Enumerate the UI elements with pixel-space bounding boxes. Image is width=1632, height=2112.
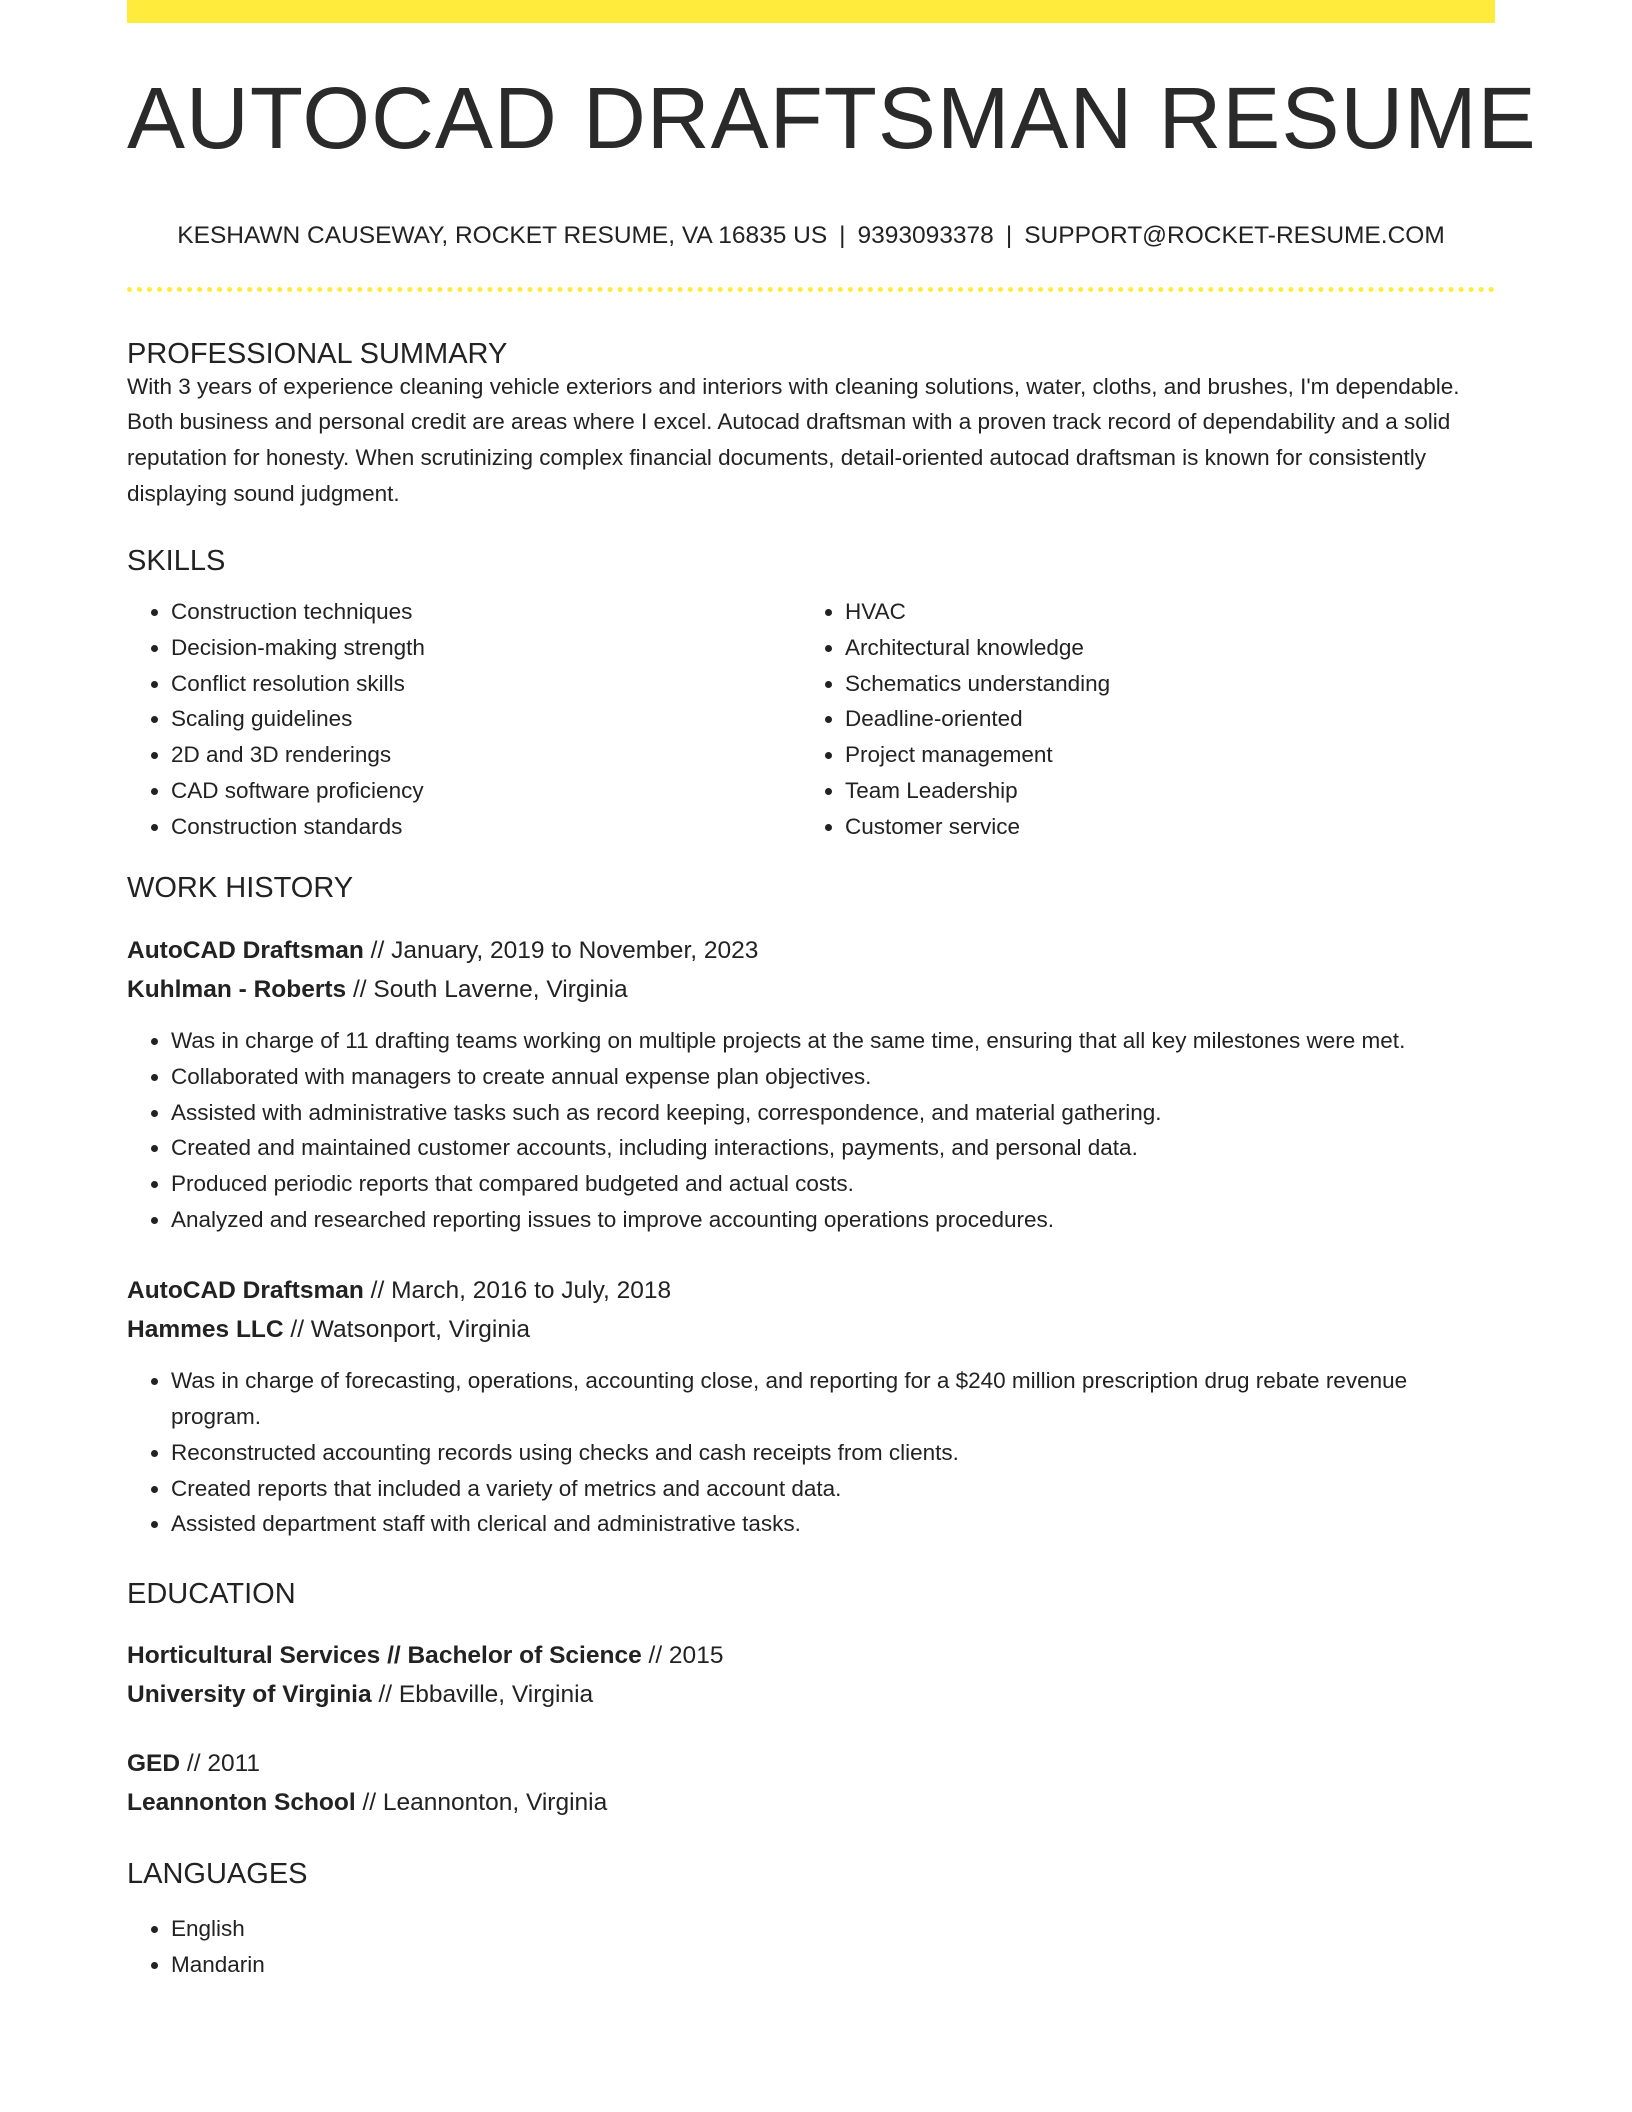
contact-line	[127, 224, 1495, 249]
job-entry	[127, 1271, 1495, 1542]
job-company: Hammes LLC	[127, 1316, 284, 1344]
job-bullet: • Created and maintained customer accounts, including interactions, payments, and personal data.	[171, 1130, 1495, 1166]
skill-item: • Deadline-oriented	[845, 701, 1475, 737]
skill-item: • Customer service	[845, 809, 1475, 845]
skills-column-right	[801, 594, 1475, 844]
job-location: // South Laverne, Virginia	[352, 976, 628, 1004]
work-history-heading: WORK HISTORY	[127, 872, 354, 905]
job-bullet: • Produced periodic reports that compared budgeted and actual costs.	[171, 1166, 1495, 1202]
summary-text: With 3 years of experience cleaning vehicle exteriors and interiors with cleaning solutions, water, cloths, and brushes, I'm dependable. Both business and personal credit are areas where I excel. Autocad draftsman with a proven track record of dependability and a solid reputation for honesty. When scrutinizing complex financial documents, detail-oriented autocad draftsman is known for consistently displaying sound judgment.	[127, 373, 1460, 506]
skill-item: • Decision-making strength	[171, 630, 801, 666]
skill-item: • Architectural knowledge	[845, 630, 1475, 666]
languages-heading: LANGUAGES	[127, 1857, 308, 1890]
job-title-line	[127, 931, 1495, 970]
skill-item: • HVAC	[845, 594, 1475, 630]
job-title-line	[127, 1271, 1495, 1310]
education-degree: Horticultural Services // Bachelor of Science	[127, 1641, 642, 1669]
skill-item: • CAD software proficiency	[171, 773, 801, 809]
resume-page	[127, 0, 1537, 1982]
job-bullets	[127, 1363, 1495, 1542]
skill-item: • Construction techniques	[171, 594, 801, 630]
job-company: Kuhlman - Roberts	[127, 976, 347, 1004]
education-degree-line	[127, 1744, 1495, 1783]
job-bullet: • Reconstructed accounting records using checks and cash receipts from clients.	[171, 1435, 1495, 1471]
education-school-line	[127, 1783, 1495, 1822]
education-year: // 2011	[186, 1749, 261, 1777]
skill-item: • Schematics understanding	[845, 666, 1475, 702]
job-bullets	[127, 1023, 1495, 1237]
languages-list	[127, 1911, 1495, 1982]
contact-separator: |	[839, 222, 846, 249]
language-item: • English	[171, 1911, 1495, 1947]
contact-email: SUPPORT@ROCKET-RESUME.COM	[1024, 222, 1445, 249]
job-bullet: • Collaborated with managers to create annual expense plan objectives.	[171, 1059, 1495, 1095]
skill-item: • Team Leadership	[845, 773, 1475, 809]
skills-list	[127, 594, 1495, 844]
job-bullet: • Assisted with administrative tasks such as record keeping, correspondence, and material gathering.	[171, 1095, 1495, 1131]
education-school: University of Virginia	[127, 1680, 372, 1708]
skill-item: • Conflict resolution skills	[171, 666, 801, 702]
job-title: AutoCAD Draftsman	[127, 1277, 364, 1305]
contact-separator: |	[1005, 222, 1013, 249]
job-bullet: • Assisted department staff with clerical and administrative tasks.	[171, 1506, 1495, 1542]
resume-title: AUTOCAD DRAFTSMAN RESUME	[127, 70, 1537, 167]
job-dates: // March, 2016 to July, 2018	[370, 1277, 672, 1305]
summary-heading: PROFESSIONAL SUMMARY	[127, 337, 508, 370]
job-title: AutoCAD Draftsman	[127, 937, 364, 965]
skills-heading: SKILLS	[127, 545, 226, 578]
job-company-line	[127, 970, 1495, 1009]
education-school: Leannonton School	[127, 1788, 356, 1816]
education-school-line	[127, 1675, 1495, 1714]
job-bullet: • Was in charge of 11 drafting teams working on multiple projects at the same time, ensuring that all key milestones were met.	[171, 1023, 1495, 1059]
job-dates: // January, 2019 to November, 2023	[370, 937, 759, 965]
education-entry	[127, 1744, 1495, 1822]
contact-phone: 9393093378	[857, 222, 994, 249]
skill-item: • Construction standards	[171, 809, 801, 845]
accent-bar	[127, 0, 1495, 23]
job-entry	[127, 931, 1495, 1237]
skill-item: • Scaling guidelines	[171, 701, 801, 737]
language-item: • Mandarin	[171, 1947, 1495, 1983]
job-bullet: • Was in charge of forecasting, operations, accounting close, and reporting for a $240 million prescription drug rebate revenue program.	[171, 1363, 1495, 1434]
education-location: // Ebbaville, Virginia	[378, 1680, 594, 1708]
education-year: // 2015	[648, 1641, 724, 1669]
skill-item: • 2D and 3D renderings	[171, 737, 801, 773]
job-company-line	[127, 1310, 1495, 1349]
dotted-divider	[127, 287, 1495, 292]
education-entry	[127, 1636, 1495, 1714]
skills-column-left	[127, 594, 801, 844]
job-bullet: • Created reports that included a variety of metrics and account data.	[171, 1471, 1495, 1507]
skill-item: • Project management	[845, 737, 1475, 773]
education-degree-line	[127, 1636, 1495, 1675]
education-heading: EDUCATION	[127, 1577, 296, 1610]
education-location: // Leannonton, Virginia	[362, 1788, 608, 1816]
job-location: // Watsonport, Virginia	[290, 1316, 531, 1344]
job-bullet: • Analyzed and researched reporting issues to improve accounting operations procedures.	[171, 1202, 1495, 1238]
contact-address: KESHAWN CAUSEWAY, ROCKET RESUME, VA 16835 US	[177, 222, 828, 249]
education-degree: GED	[127, 1749, 181, 1777]
